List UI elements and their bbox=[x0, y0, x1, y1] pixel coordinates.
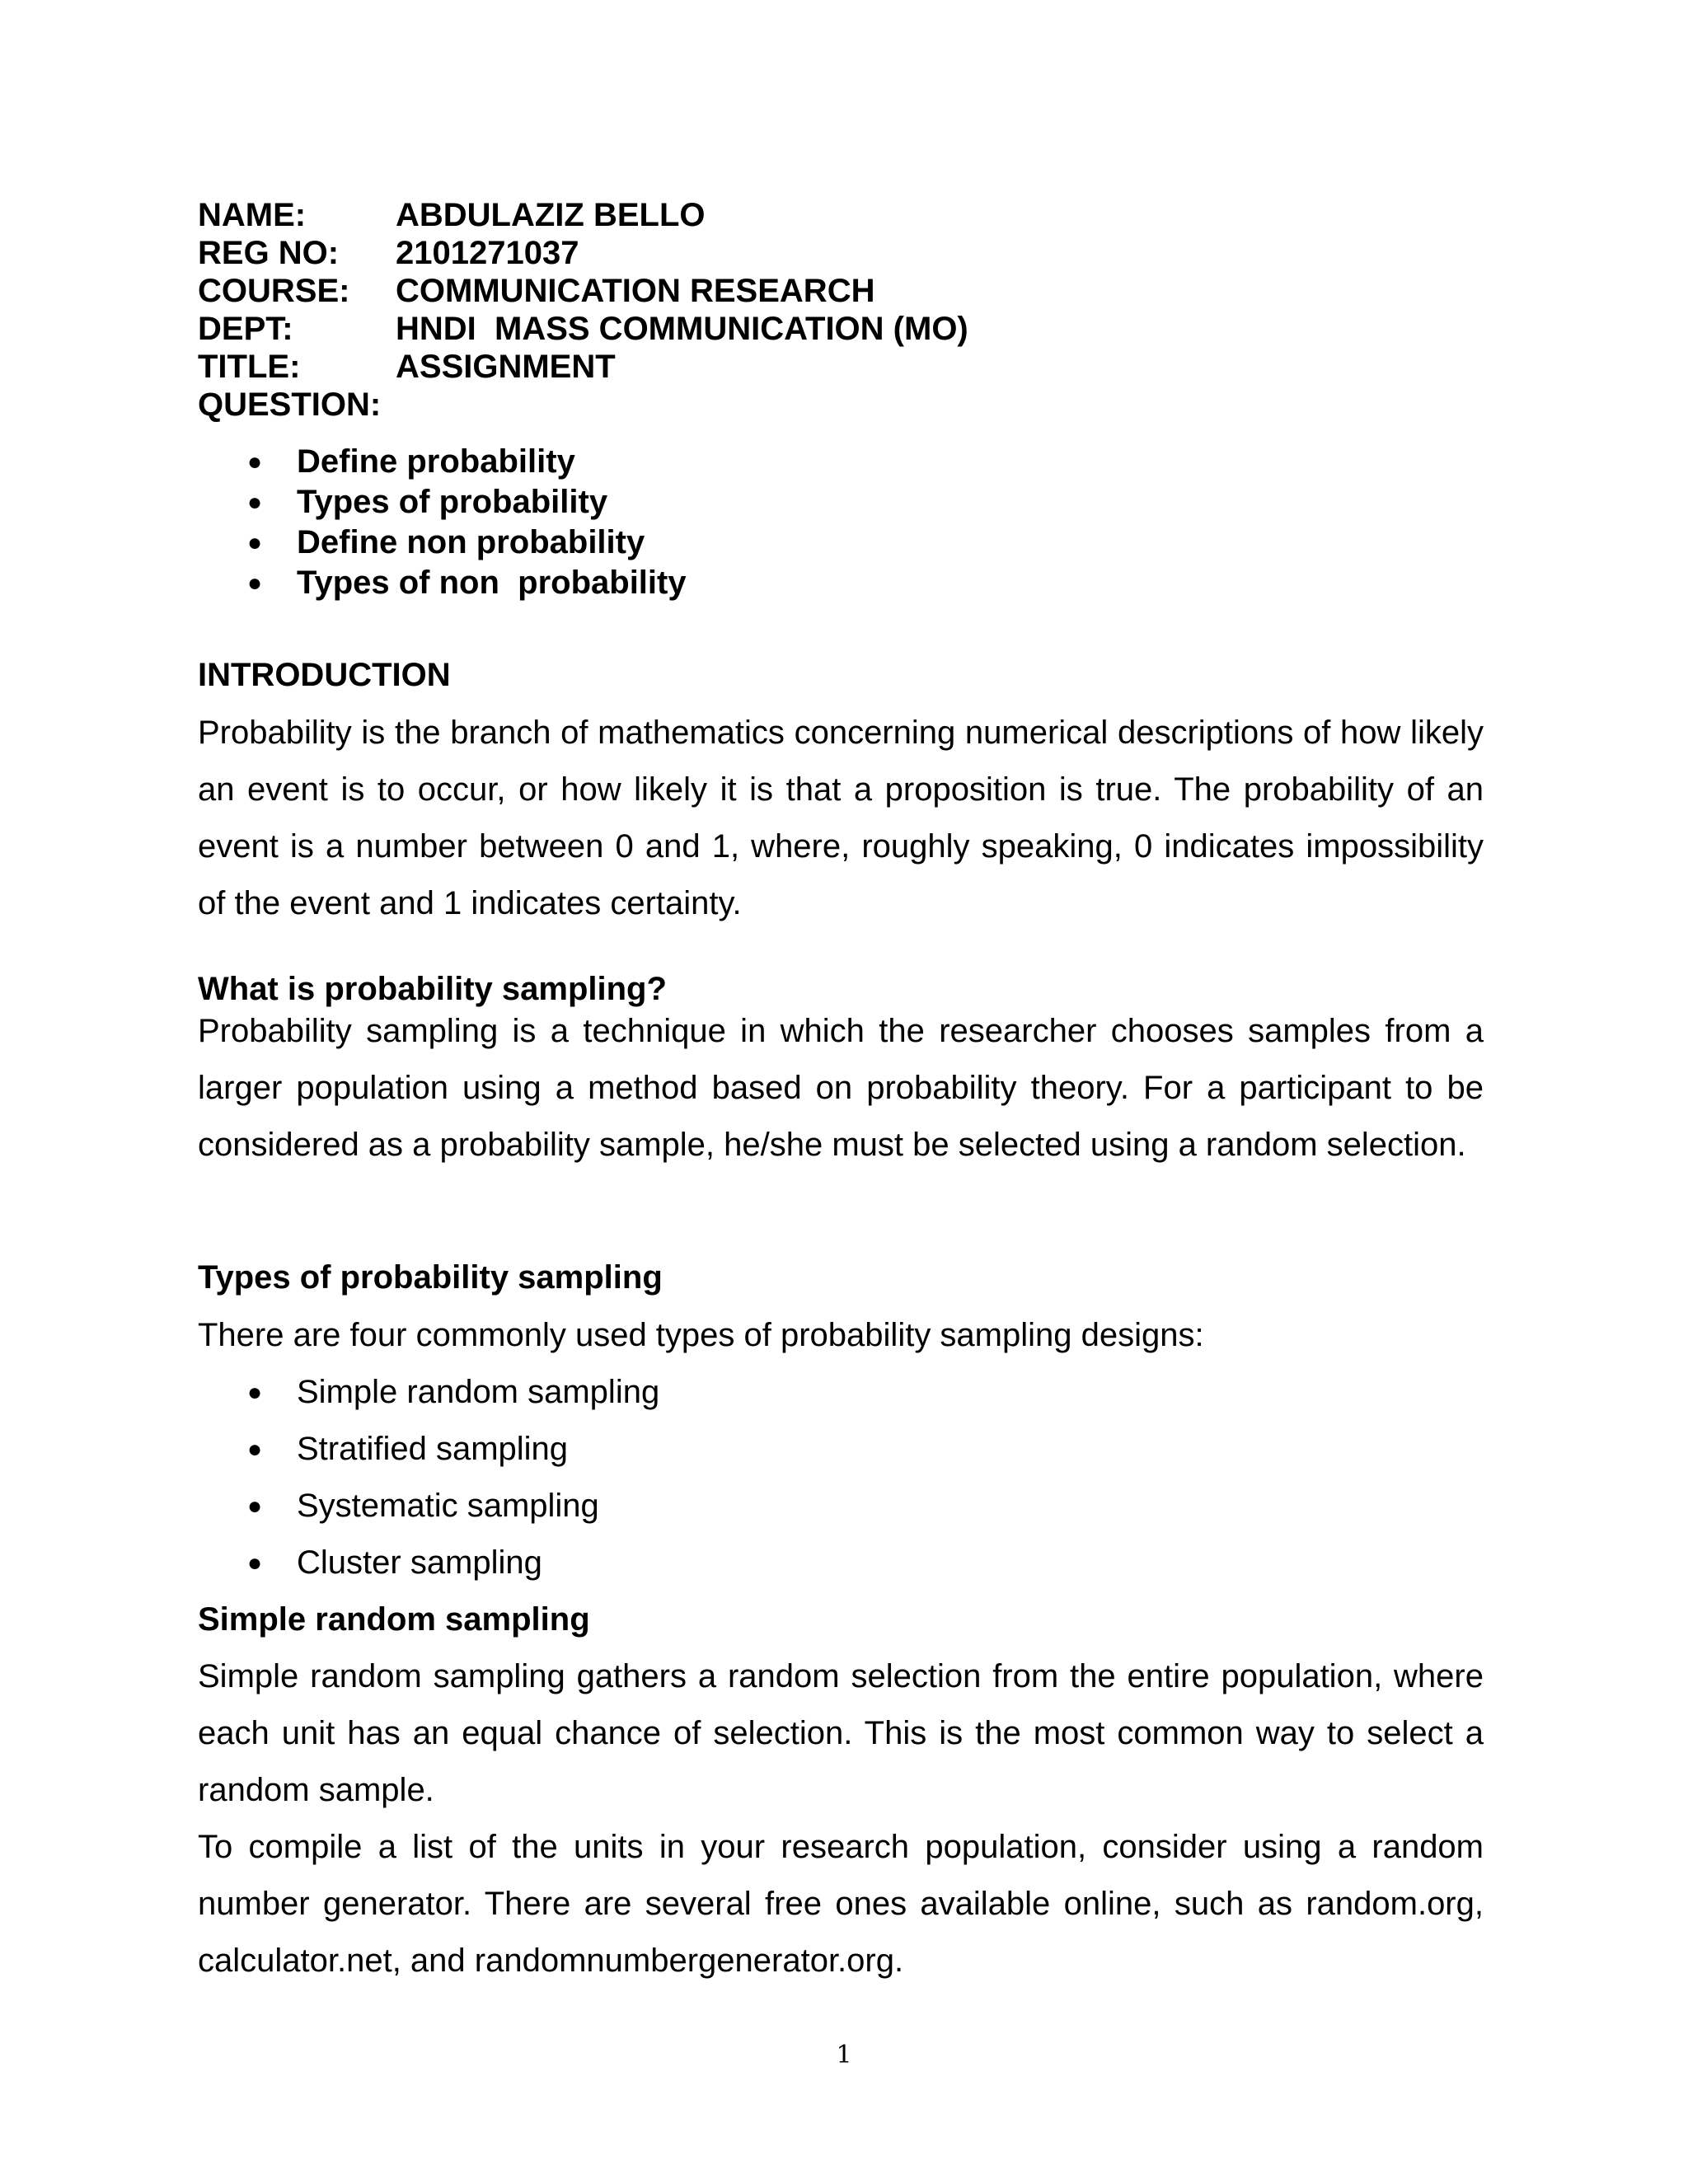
course-label: COURSE: bbox=[198, 273, 350, 309]
simple-random-paragraph-2: To compile a list of the units in your research population, consider using a random number generator. There are several free ones available online, such as random.org, calculator.net, and randomnumbergenerator.org. bbox=[198, 1829, 1484, 1979]
header-row-question bbox=[198, 386, 1484, 424]
type-text: Stratified sampling bbox=[297, 1431, 569, 1467]
header-block bbox=[198, 196, 1484, 424]
bullet-icon: ● bbox=[247, 1379, 263, 1406]
probability-sampling-heading: What is probability sampling? bbox=[198, 971, 667, 1007]
simple-random-paragraph-1: Simple random sampling gathers a random selection from the entire population, where each unit has an equal chance of selection. This is the most common way to select a random sample. bbox=[198, 1658, 1484, 1808]
reg-no-value: 2101271037 bbox=[396, 235, 579, 271]
title-label: TITLE: bbox=[198, 349, 301, 385]
dept-value: HNDI MASS COMMUNICATION (MO) bbox=[396, 311, 968, 347]
bullet-icon: ● bbox=[247, 448, 263, 476]
course-value: COMMUNICATION RESEARCH bbox=[396, 273, 875, 309]
question-label: QUESTION: bbox=[198, 387, 382, 423]
type-text: Systematic sampling bbox=[297, 1488, 599, 1524]
list-item bbox=[198, 523, 1484, 563]
bullet-icon: ● bbox=[247, 489, 263, 516]
header-row-course bbox=[198, 272, 1484, 310]
list-item bbox=[198, 1478, 1484, 1535]
question-text: Define non probability bbox=[297, 524, 645, 560]
types-intro: There are four commonly used types of probability sampling designs: bbox=[198, 1317, 1204, 1353]
question-list bbox=[198, 442, 1484, 603]
page-number: 1 bbox=[836, 2041, 852, 2069]
list-item bbox=[198, 1421, 1484, 1478]
types-heading: Types of probability sampling bbox=[198, 1259, 663, 1296]
bullet-icon: ● bbox=[247, 569, 263, 597]
type-text: Cluster sampling bbox=[297, 1544, 542, 1581]
question-text: Define probability bbox=[297, 443, 575, 480]
list-item bbox=[198, 442, 1484, 482]
header-row-reg-no bbox=[198, 234, 1484, 272]
header-row-dept bbox=[198, 310, 1484, 348]
bullet-icon: ● bbox=[247, 1493, 263, 1520]
bullet-icon: ● bbox=[247, 529, 263, 556]
bullet-icon: ● bbox=[247, 1549, 263, 1577]
dept-label: DEPT: bbox=[198, 311, 293, 347]
simple-random-heading: Simple random sampling bbox=[198, 1601, 590, 1638]
type-text: Simple random sampling bbox=[297, 1374, 660, 1410]
list-item bbox=[198, 563, 1484, 603]
header-row-title bbox=[198, 348, 1484, 386]
list-item bbox=[198, 1364, 1484, 1421]
name-value: ABDULAZIZ BELLO bbox=[396, 197, 706, 233]
list-item bbox=[198, 1535, 1484, 1591]
question-text: Types of non probability bbox=[297, 565, 687, 601]
header-row-name bbox=[198, 196, 1484, 234]
name-label: NAME: bbox=[198, 197, 307, 233]
introduction-heading: INTRODUCTION bbox=[198, 657, 451, 693]
document-page bbox=[198, 196, 1484, 1990]
reg-no-label: REG NO: bbox=[198, 235, 340, 271]
question-text: Types of probability bbox=[297, 484, 608, 520]
types-list bbox=[198, 1364, 1484, 1591]
probability-sampling-paragraph: Probability sampling is a technique in which the researcher chooses samples from a larger population using a method based on probability theory. For a participant to be considered as a probability sample, he/she must be selected using a random selection. bbox=[198, 1013, 1484, 1163]
introduction-paragraph: Probability is the branch of mathematics concerning numerical descriptions of how likely an event is to occur, or how likely it is that a proposition is true. The probability of an event is a number between 0 and 1, where, roughly speaking, 0 indicates impossibility of the event and 1 indicates certainty. bbox=[198, 715, 1484, 921]
bullet-icon: ● bbox=[247, 1436, 263, 1463]
title-value: ASSIGNMENT bbox=[396, 349, 616, 385]
list-item bbox=[198, 482, 1484, 523]
